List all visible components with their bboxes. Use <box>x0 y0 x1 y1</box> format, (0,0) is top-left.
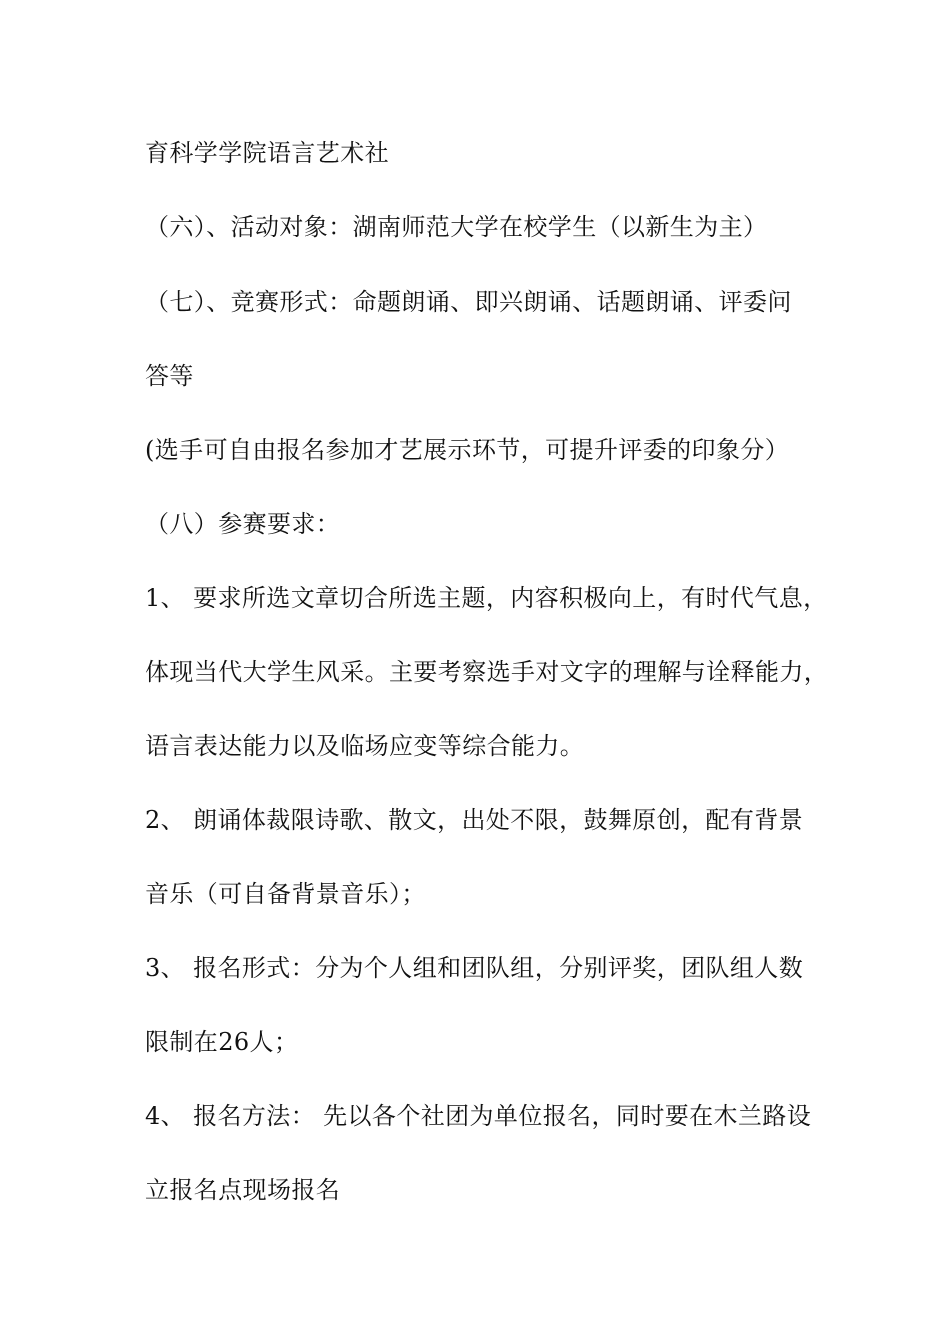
text-line-requirement-4-cont: 立报名点现场报名 <box>145 1176 341 1204</box>
text-line-competition-format-cont: 答等 <box>145 362 194 390</box>
text-line-requirement-3-cont: 限制在26人； <box>145 1028 299 1056</box>
text-line-requirement-2-cont: 音乐（可自备背景音乐）； <box>145 880 426 908</box>
text-line-competition-format: （七）、竞赛形式：命题朗诵、即兴朗诵、话题朗诵、评委问 <box>145 288 792 316</box>
text-line-requirement-2: 2、 朗诵体裁限诗歌、散文，出处不限，鼓舞原创，配有背景 <box>145 806 804 834</box>
text-line-requirement-3: 3、 报名形式：分为个人组和团队组，分别评奖，团队组人数 <box>145 954 804 982</box>
text-line-continuation-organizer: 育科学学院语言艺术社 <box>145 139 389 167</box>
text-line-talent-note: (选手可自由报名参加才艺展示环节，可提升评委的印象分） <box>145 436 790 464</box>
section-heading-requirements: （八）参赛要求： <box>145 510 341 538</box>
text-line-requirement-1-cont: 体现当代大学生风采。主要考察选手对文字的理解与诠释能力， <box>145 658 829 686</box>
text-line-requirement-4: 4、 报名方法： 先以各个社团为单位报名，同时要在木兰路设 <box>145 1102 812 1130</box>
text-line-requirement-1-cont2: 语言表达能力以及临场应变等综合能力。 <box>145 732 585 760</box>
text-line-requirement-1: 1、 要求所选文章切合所选主题，内容积极向上，有时代气息， <box>145 584 828 612</box>
text-line-activity-target: （六）、活动对象：湖南师范大学在校学生（以新生为主） <box>145 213 768 241</box>
